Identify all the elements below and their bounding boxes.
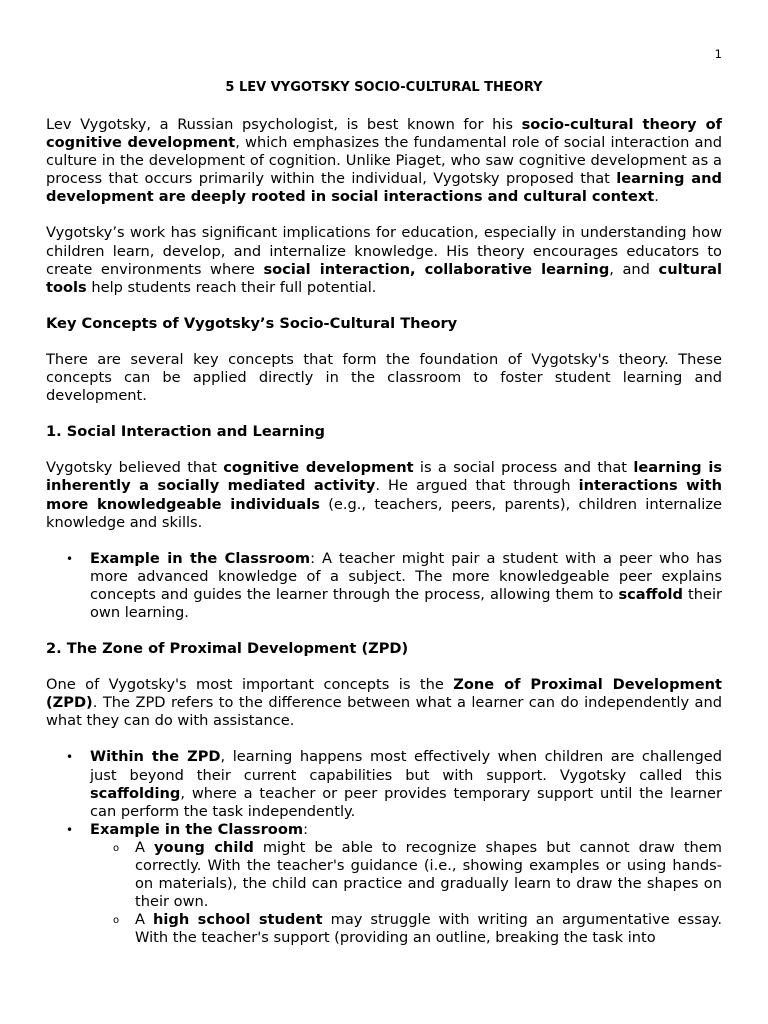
document-body (46, 79, 722, 965)
section-2-paragraph: One of Vygotsky's most important concepts is the Zone of Proximal Development (ZPD). The ZPD refers to the difference between what a learner can do independently and what they can do with assistance. (46, 676, 722, 730)
page-number: 1 (714, 47, 722, 61)
bullet-marker: • (66, 750, 74, 765)
sub-bullet-marker: o (113, 842, 120, 854)
intro-paragraph-1: Lev Vygotsky, a Russian psychologist, is best known for his socio-cultural theory of cognitive development, which emphasizes the fundamental role of social interaction and culture in the development of cognition. Unlike Piaget, who saw cognitive development as a process that occurs primarily within the individual, Vygotsky proposed that learning and development are deeply rooted in social interactions and cultural context. (46, 116, 723, 206)
list-item: • Example in the Classroom: o A young child might be able to recognize shapes but cannot draw them correctly. With the teacher's guidance (i.e., showing examples or using hands-on materials), the child can practice and gradually learn to draw the shapes on their own. o A high school student may struggle with writing an argumentative essay. With the teacher's support (providing an outline, breaking the task into (66, 820, 723, 947)
section-1-paragraph: Vygotsky believed that cognitive development is a social process and that learning is inherently a socially mediated activity. He argued that through interactions with more knowledgeable individuals (e.g., teachers, peers, parents), children internalize knowledge and skills. (46, 459, 723, 531)
key-concepts-paragraph: There are several key concepts that form the foundation of Vygotsky's theory. These concepts can be applied directly in the classroom to foster student learning and development. (46, 350, 722, 405)
key-concepts-heading: Key Concepts of Vygotsky’s Socio-Cultural Theory (46, 314, 458, 332)
section-1-heading: 1. Social Interaction and Learning (46, 423, 325, 441)
sub-bullet-list (90, 839, 722, 948)
section-1-bullet-list (46, 550, 722, 622)
section-2-heading: 2. The Zone of Proximal Development (ZPD) (46, 640, 409, 658)
intro-paragraph-2: Vygotsky’s work has significant implications for education, especially in understanding how children learn, develop, and internalize knowledge. His theory encourages educators to create environments where social interaction, collaborative learning, and cultural tools help students reach their full potential. (46, 224, 723, 296)
bullet-marker: • (66, 551, 74, 566)
bullet-marker: • (66, 822, 74, 837)
list-item: • Within the ZPD, learning happens most effectively when children are challenged just beyond their current capabilities but with support. Vygotsky called this scaffolding, where a teacher or peer provides temporary support until the learner can perform the task independently. (66, 748, 722, 820)
section-2-bullet-list (46, 748, 722, 947)
document-title: 5 LEV VYGOTSKY SOCIO-CULTURAL THEORY (225, 80, 543, 95)
list-item: • Example in the Classroom: A teacher might pair a student with a peer who has more advanced knowledge of a subject. The more knowledgeable peer explains concepts and guides the learner through the process, allowing them to scaffold their own learning. (66, 549, 723, 621)
sub-list-item: o A young child might be able to recognize shapes but cannot draw them correctly. With the teacher's guidance (i.e., showing examples or using hands-on materials), the child can practice and gradually learn to draw the shapes on their own. (113, 838, 722, 911)
sub-bullet-marker: o (113, 915, 120, 927)
sub-list-item: o A high school student may struggle with writing an argumentative essay. With the teacher's support (providing an outline, breaking the task into (113, 911, 723, 947)
